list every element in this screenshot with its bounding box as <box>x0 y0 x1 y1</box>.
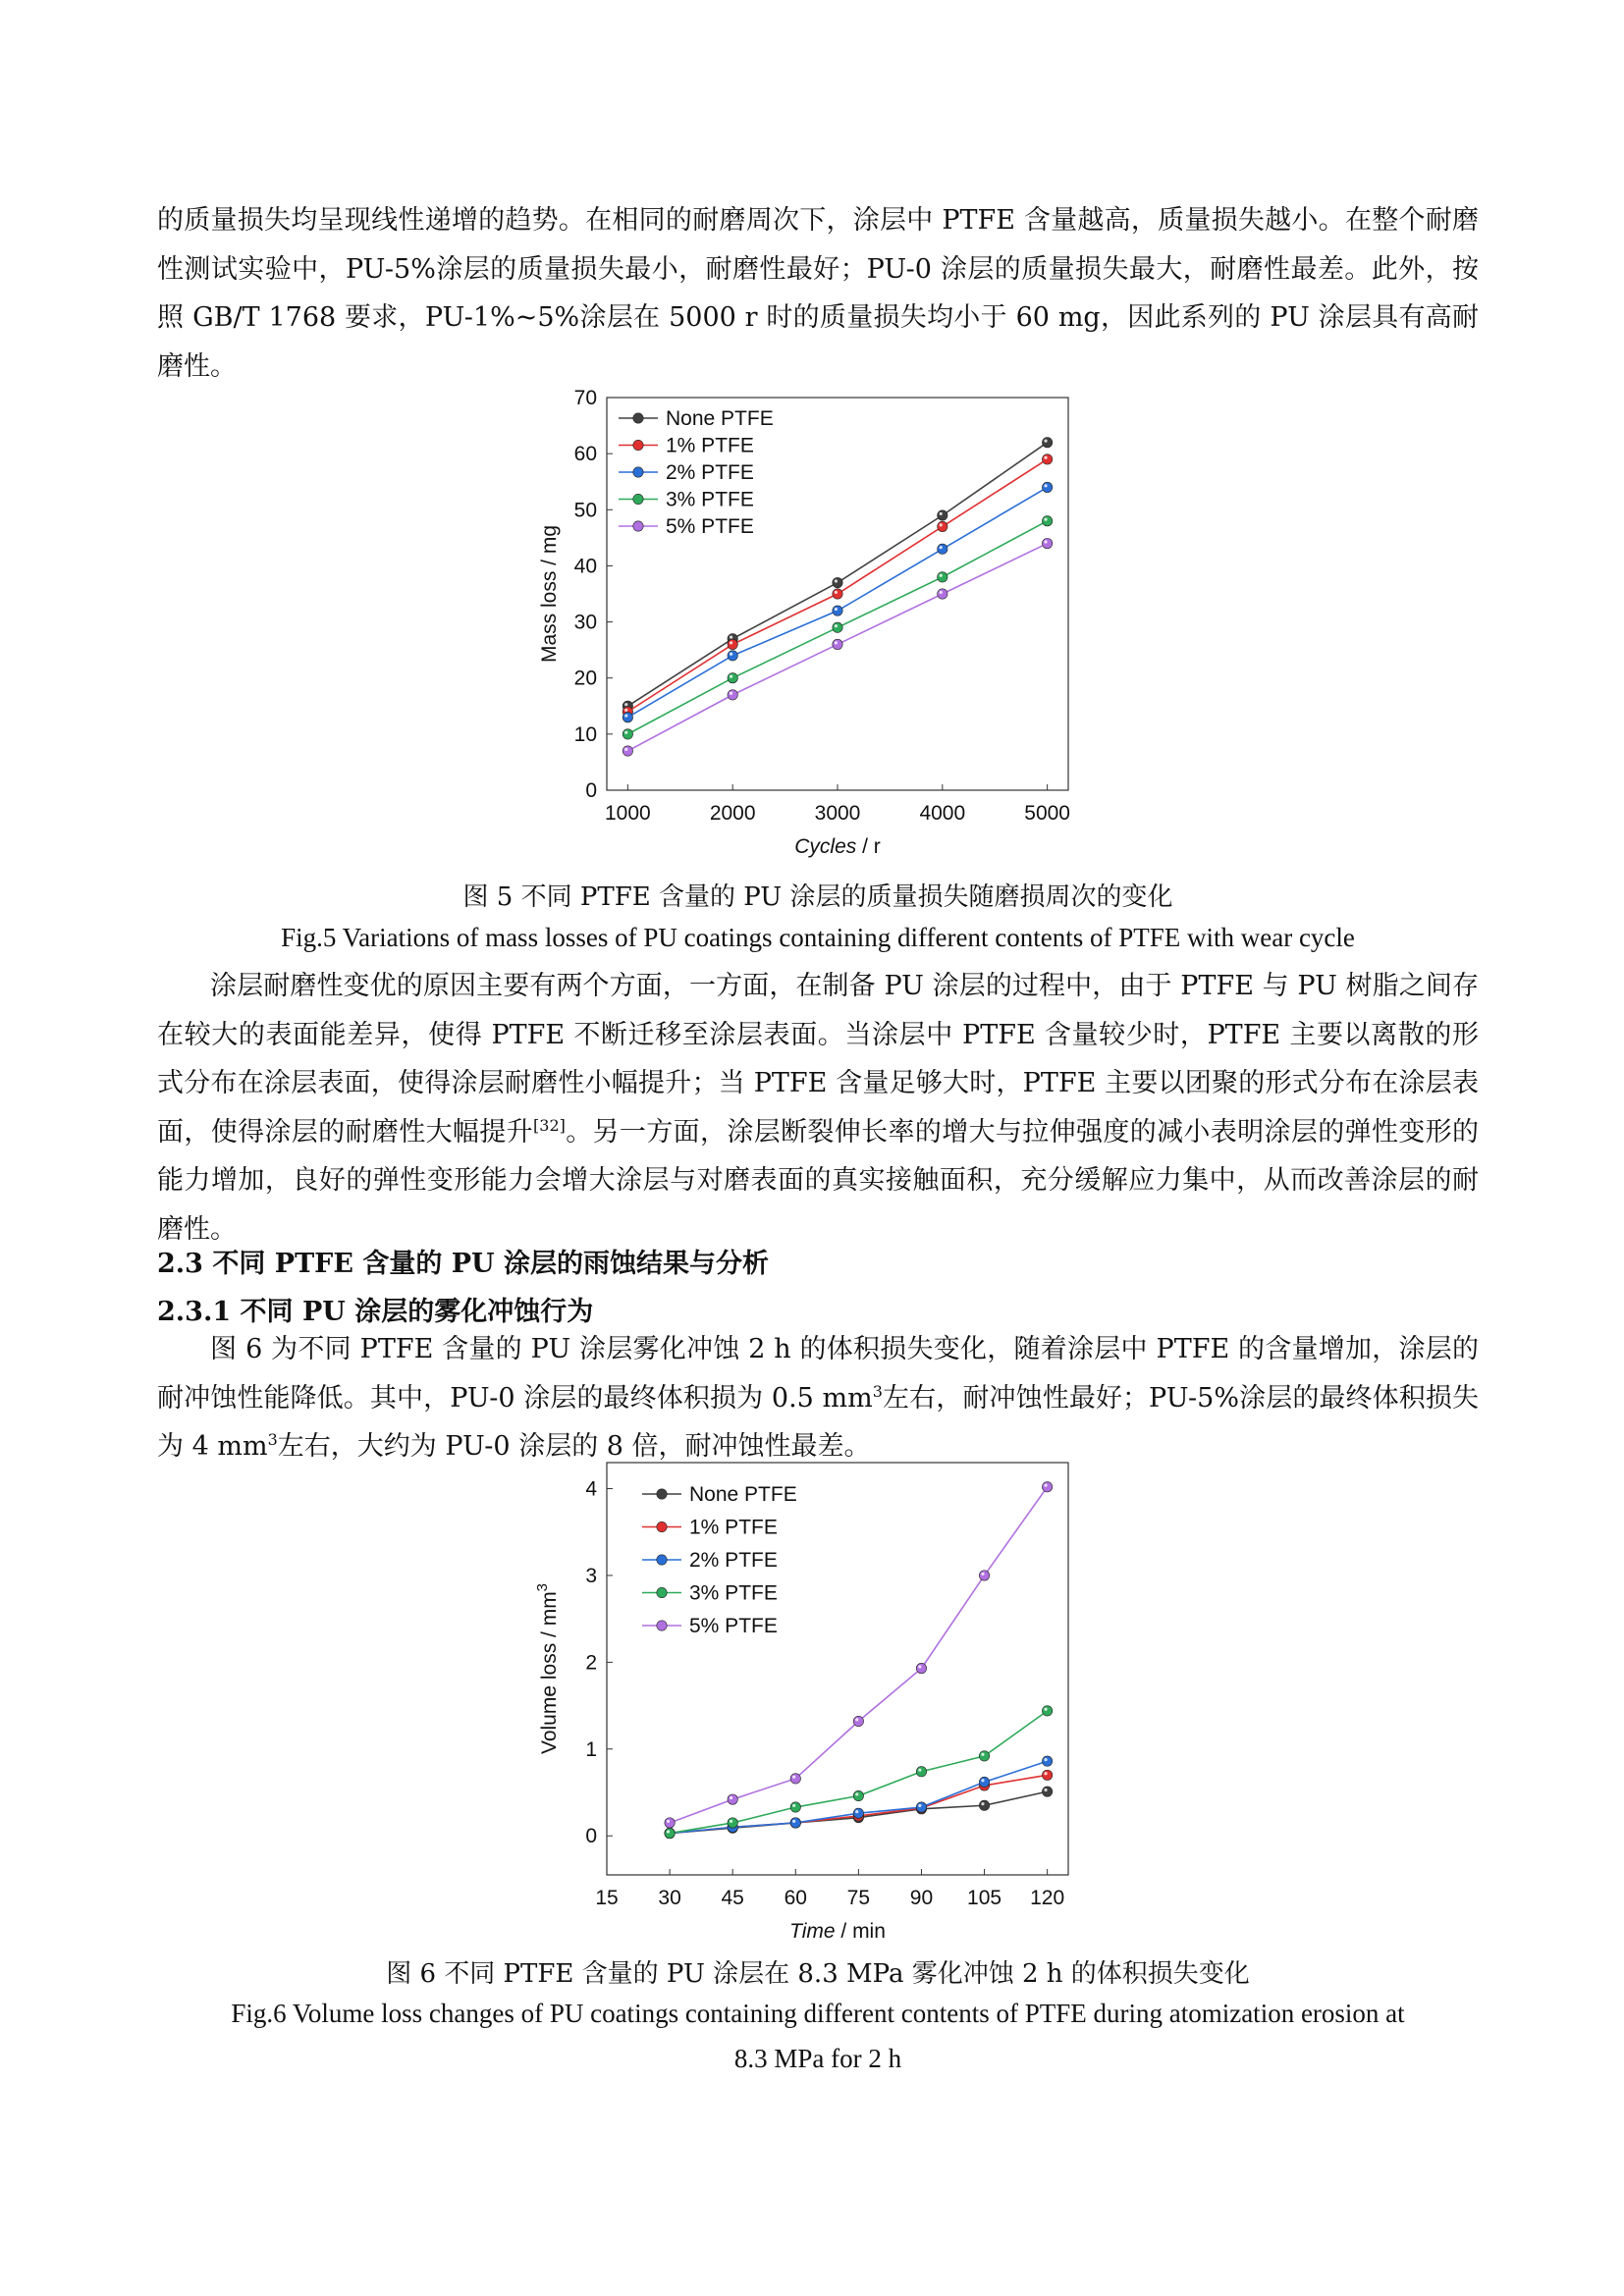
y-tick-label: 60 <box>573 443 597 466</box>
data-point <box>1042 482 1052 492</box>
data-point <box>1042 516 1052 526</box>
legend-marker <box>657 1621 667 1630</box>
data-point <box>833 639 842 649</box>
legend-label: 3% PTFE <box>666 488 754 511</box>
y-tick-label: 40 <box>573 555 597 578</box>
paragraph-wear-summary: 的质量损失均呈现线性递增的趋势。在相同的耐磨周次下，涂层中 PTFE 含量越高，质量损失越小。在整个耐磨性测试实验中，PU-5%涂层的质量损失最小，耐磨性最好；PU-0 涂层的质量损失最大，耐磨性最差。此外，按照 GB/T 1768 要求，PU-1%~5%涂层在 5000 r 时的质量损失均小于 60 mg，因此系列的 PU 涂层具有高耐磨性。 <box>157 205 1479 382</box>
y-tick-label: 1 <box>585 1737 597 1761</box>
data-point-highlight <box>1044 484 1047 487</box>
data-point-highlight <box>624 731 627 734</box>
data-point <box>623 729 632 739</box>
data-point <box>853 1790 863 1800</box>
fig6-caption-en-line1: Fig.6 Volume loss changes of PU coatings containing different contents of PTFE during atomization erosion at <box>231 1999 1405 2028</box>
y-tick-label: 4 <box>585 1477 597 1501</box>
data-point <box>833 589 842 599</box>
data-point-highlight <box>918 1804 921 1807</box>
data-point <box>1042 1770 1052 1780</box>
legend-marker <box>633 413 643 423</box>
x-tick-label: 75 <box>846 1887 871 1909</box>
fig6-caption-cn: 图 6 不同 PTFE 含量的 PU 涂层在 8.3 MPa 雾化冲蚀 2 h 的体积损失变化 <box>386 1959 1250 1989</box>
data-point-highlight <box>918 1769 921 1772</box>
y-axis-label: Volume loss / $mm^3$ <box>534 1582 561 1755</box>
legend-label: 5% PTFE <box>689 1615 778 1637</box>
data-point-highlight <box>730 1820 732 1823</box>
data-point-highlight <box>667 1830 670 1833</box>
data-point-highlight <box>730 1796 732 1799</box>
data-point-highlight <box>624 748 627 751</box>
x-tick-label: 1000 <box>605 802 651 825</box>
paragraph-erosion-b: 左右，耐冲蚀性最好；PU-5%涂层的最终体积损失为 4 mm <box>157 1382 1479 1462</box>
data-point-highlight <box>940 523 943 526</box>
data-point-highlight <box>981 1753 984 1756</box>
data-point <box>623 713 632 722</box>
data-point-highlight <box>792 1820 795 1823</box>
data-point-highlight <box>1044 440 1047 443</box>
data-point <box>938 521 947 531</box>
legend-marker <box>633 521 643 531</box>
data-point <box>1042 1756 1052 1766</box>
x-axis-label: Cycles / r <box>794 835 881 858</box>
y-tick-label: 0 <box>585 779 597 802</box>
data-point <box>665 1818 675 1828</box>
legend-marker <box>657 1587 667 1597</box>
data-point-highlight <box>855 1792 858 1795</box>
legend-label: 3% PTFE <box>689 1581 778 1605</box>
data-point-highlight <box>624 709 627 712</box>
data-point-highlight <box>1044 1708 1047 1711</box>
data-point <box>623 746 632 756</box>
legend-marker <box>657 1489 667 1499</box>
data-point <box>728 1794 737 1804</box>
data-point <box>790 1818 800 1828</box>
data-point-highlight <box>730 675 732 678</box>
data-point-highlight <box>940 512 943 515</box>
data-point-highlight <box>940 574 943 577</box>
paragraph-erosion-a: 图 6 为不同 PTFE 含量的 PU 涂层雾化冲蚀 2 h 的体积损失变化，随着涂层中 PTFE 的含量增加，涂层的耐冲蚀性能降低。其中，PU-0 涂层的最终体积损为 0.5 mm <box>157 1334 1479 1414</box>
data-point-highlight <box>1044 1484 1047 1487</box>
data-point-highlight <box>835 624 838 627</box>
x-tick-label: 90 <box>909 1887 934 1909</box>
y-tick-label: 30 <box>573 611 597 634</box>
x-tick-label: 60 <box>784 1887 807 1909</box>
data-point <box>853 1716 863 1726</box>
y-tick-label: 0 <box>585 1825 597 1848</box>
x-axis-label: Time / min <box>789 1920 886 1943</box>
data-point-highlight <box>855 1718 858 1721</box>
y-tick-label: 3 <box>585 1564 597 1587</box>
mass-loss-chart <box>520 383 1110 874</box>
fig6-caption-en-line2: 8.3 MPa for 2 h <box>733 2044 902 2073</box>
data-point <box>728 690 737 700</box>
data-point-highlight <box>981 1779 984 1782</box>
data-point <box>728 651 737 661</box>
data-point-highlight <box>1044 1789 1047 1791</box>
paragraph-erosion-c: 左右，大约为 PU-0 涂层的 8 倍，耐冲蚀性最差。 <box>277 1431 871 1462</box>
data-point-highlight <box>855 1810 858 1813</box>
legend-label: 1% PTFE <box>666 434 754 457</box>
y-tick-label: 10 <box>573 722 597 746</box>
legend-marker <box>633 467 643 477</box>
superscript-3: 3 <box>872 1381 883 1401</box>
data-point-highlight <box>981 1802 984 1805</box>
data-point <box>916 1802 926 1812</box>
legend-label: 2% PTFE <box>666 461 754 484</box>
data-point-highlight <box>835 641 838 644</box>
data-point <box>790 1802 800 1812</box>
legend-marker <box>657 1522 667 1531</box>
data-point <box>979 1571 989 1580</box>
data-point-highlight <box>1044 540 1047 543</box>
data-point-highlight <box>730 653 732 656</box>
legend-label: 1% PTFE <box>689 1516 778 1539</box>
legend-marker <box>657 1555 667 1565</box>
x-tick-label: 3000 <box>814 802 861 825</box>
data-point-highlight <box>667 1820 670 1823</box>
data-point-highlight <box>918 1665 921 1668</box>
data-point <box>833 577 842 587</box>
legend-marker <box>633 494 643 504</box>
section-heading-2-3: 2.3 不同 PTFE 含量的 PU 涂层的雨蚀结果与分析 <box>157 1249 769 1279</box>
legend-marker <box>633 440 643 450</box>
data-point <box>1042 438 1052 448</box>
fig5-caption-en: Fig.5 Variations of mass losses of PU coatings containing different contents of PTFE with wear cycle <box>281 923 1355 952</box>
data-point-highlight <box>730 641 732 644</box>
data-point-highlight <box>940 591 943 594</box>
data-point-highlight <box>981 1573 984 1575</box>
data-point <box>728 673 737 683</box>
data-point <box>979 1800 989 1810</box>
fig5-caption-cn: 图 5 不同 PTFE 含量的 PU 涂层的质量损失随磨损周次的变化 <box>462 882 1173 912</box>
plot-frame <box>607 1463 1068 1875</box>
data-point-highlight <box>624 703 627 706</box>
legend-label: 5% PTFE <box>666 515 754 538</box>
data-point-highlight <box>1044 456 1047 459</box>
data-point-highlight <box>730 636 732 639</box>
x-tick-label: 5000 <box>1024 802 1070 825</box>
y-tick-label: 20 <box>573 667 597 690</box>
data-point <box>938 572 947 582</box>
data-point <box>790 1774 800 1784</box>
citation-32[interactable]: [32] <box>533 1115 566 1135</box>
data-point <box>1042 538 1052 548</box>
data-point <box>1042 1482 1052 1492</box>
data-point-highlight <box>835 579 838 582</box>
data-point-highlight <box>624 715 627 718</box>
paragraph-wear-mechanism-main: 涂层耐磨性变优的原因主要有两个方面，一方面，在制备 PU 涂层的过程中，由于 PTFE 与 PU 树脂之间存在较大的表面能差异，使得 PTFE 不断迁移至涂层表面。当涂层中 PTFE 含量较少时，PTFE 主要以离散的形式分布在涂层表面，使得涂层耐磨性小幅提升；当 PTFE 含量足够大时，PTFE 主要以团聚的形式分布在涂层表面，使得涂层的耐磨性大幅提升 <box>157 971 1479 1148</box>
data-point <box>853 1808 863 1818</box>
x-tick-label: 30 <box>658 1887 681 1909</box>
data-point-highlight <box>1044 1758 1047 1761</box>
data-point <box>728 1818 737 1828</box>
data-point <box>979 1777 989 1787</box>
data-point-highlight <box>792 1776 795 1779</box>
data-point <box>1042 1787 1052 1796</box>
data-point <box>938 510 947 520</box>
x-tick-label: 4000 <box>919 802 966 825</box>
data-point <box>665 1828 675 1838</box>
data-point-highlight <box>792 1804 795 1807</box>
data-point <box>938 589 947 599</box>
legend-label: 2% PTFE <box>689 1549 778 1572</box>
data-point <box>938 544 947 554</box>
y-tick-label: 70 <box>573 387 597 409</box>
y-axis-label: Mass loss / mg <box>538 524 561 664</box>
x-tick-label: 105 <box>967 1887 1002 1909</box>
data-point-highlight <box>1044 518 1047 521</box>
data-point <box>833 622 842 632</box>
data-point-highlight <box>730 692 732 695</box>
paragraph-wear-mechanism-rest: 。另一方面，涂层断裂伸长率的增大与拉伸强度的减小表明涂层的弹性变形的能力增加，良好的弹性变形能力会增大涂层与对磨表面的真实接触面积，充分缓解应力集中，从而改善涂层的耐磨性。 <box>157 1116 1480 1245</box>
data-point <box>1042 454 1052 464</box>
data-point-highlight <box>835 608 838 611</box>
y-tick-label: 50 <box>573 499 597 522</box>
data-point-highlight <box>835 591 838 594</box>
data-point <box>728 639 737 649</box>
x-tick-label: 2000 <box>709 802 756 825</box>
data-point <box>1042 1706 1052 1716</box>
data-point-highlight <box>940 546 943 549</box>
section-heading-2-3-1: 2.3.1 不同 PU 涂层的雾化冲蚀行为 <box>157 1297 594 1327</box>
data-point <box>916 1767 926 1777</box>
data-point <box>916 1663 926 1673</box>
x-tick-label: 15 <box>595 1887 619 1909</box>
data-point <box>833 606 842 615</box>
legend-label: None PTFE <box>689 1483 797 1506</box>
data-point-highlight <box>1044 1772 1047 1775</box>
superscript-3: 3 <box>267 1430 278 1449</box>
x-tick-label: 120 <box>1030 1887 1065 1909</box>
legend-label: None PTFE <box>666 407 774 430</box>
volume-loss-chart <box>530 1448 1119 1953</box>
x-tick-label: 45 <box>721 1887 744 1909</box>
paragraph-wear-mechanism <box>157 962 1479 1254</box>
data-point <box>979 1751 989 1761</box>
y-tick-label: 2 <box>585 1651 597 1675</box>
